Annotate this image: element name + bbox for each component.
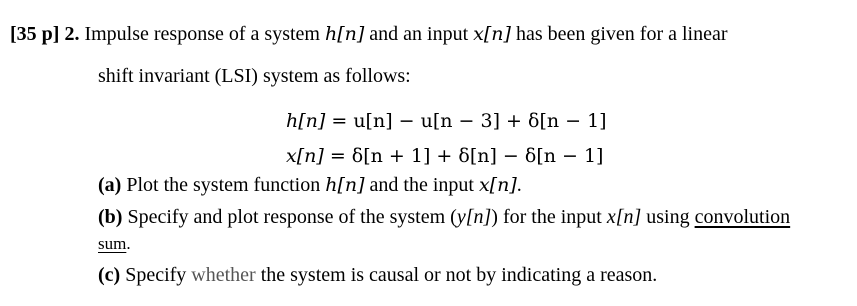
points-label: [35 p] — [10, 23, 60, 45]
equation-h — [286, 109, 607, 133]
part-b-continued — [98, 232, 131, 256]
intro-text-2: and an input — [369, 23, 469, 45]
convolution-link: convolution — [694, 206, 791, 228]
part-b-text-2: ) for the input — [491, 206, 602, 228]
part-a-x-symbol: x[n] — [478, 174, 517, 196]
part-a-text-1: Plot the system function — [126, 174, 321, 196]
sum-link: sum — [98, 234, 127, 253]
part-a-h-symbol: h[n] — [325, 174, 365, 196]
equation-x-rhs: = δ[n + 1] + δ[n] − δ[n − 1] — [329, 145, 604, 167]
part-a-end: . — [516, 174, 522, 196]
equation-h-lhs: h[n] — [286, 110, 326, 132]
part-c-whether: whether — [191, 264, 256, 286]
part-a-label: (a) — [98, 174, 122, 196]
part-c — [98, 263, 657, 287]
problem-number: 2. — [64, 23, 80, 45]
problem-statement-line-2 — [98, 64, 411, 88]
part-b-label: (b) — [98, 206, 123, 228]
part-c-text-1: Specify — [125, 264, 187, 286]
intro-text-3: has been given for a linear — [515, 23, 728, 45]
intro-x-symbol: x[n] — [473, 23, 511, 45]
problem-statement-line-1 — [10, 22, 728, 46]
part-b-text-1: Specify and plot response of the system ( — [127, 206, 457, 228]
part-b-end: . — [126, 234, 131, 253]
part-b-y-symbol: y[n] — [456, 206, 492, 228]
equation-x — [286, 144, 603, 168]
part-c-label: (c) — [98, 264, 121, 286]
equation-x-lhs: x[n] — [286, 145, 324, 167]
equation-h-rhs: = u[n] − u[n − 3] + δ[n − 1] — [331, 110, 607, 132]
part-a-text-2: and the input — [369, 174, 474, 196]
part-a — [98, 173, 522, 197]
intro-text-1: Impulse response of a system — [84, 23, 320, 45]
part-b — [98, 205, 790, 229]
intro-line-2: shift invariant (LSI) system as follows: — [98, 65, 411, 87]
part-c-text-2: the system is causal or not by indicating a reason. — [260, 264, 658, 286]
part-b-x-symbol: x[n] — [606, 206, 642, 228]
part-b-text-3: using — [646, 206, 690, 228]
intro-h-symbol: h[n] — [324, 23, 365, 45]
